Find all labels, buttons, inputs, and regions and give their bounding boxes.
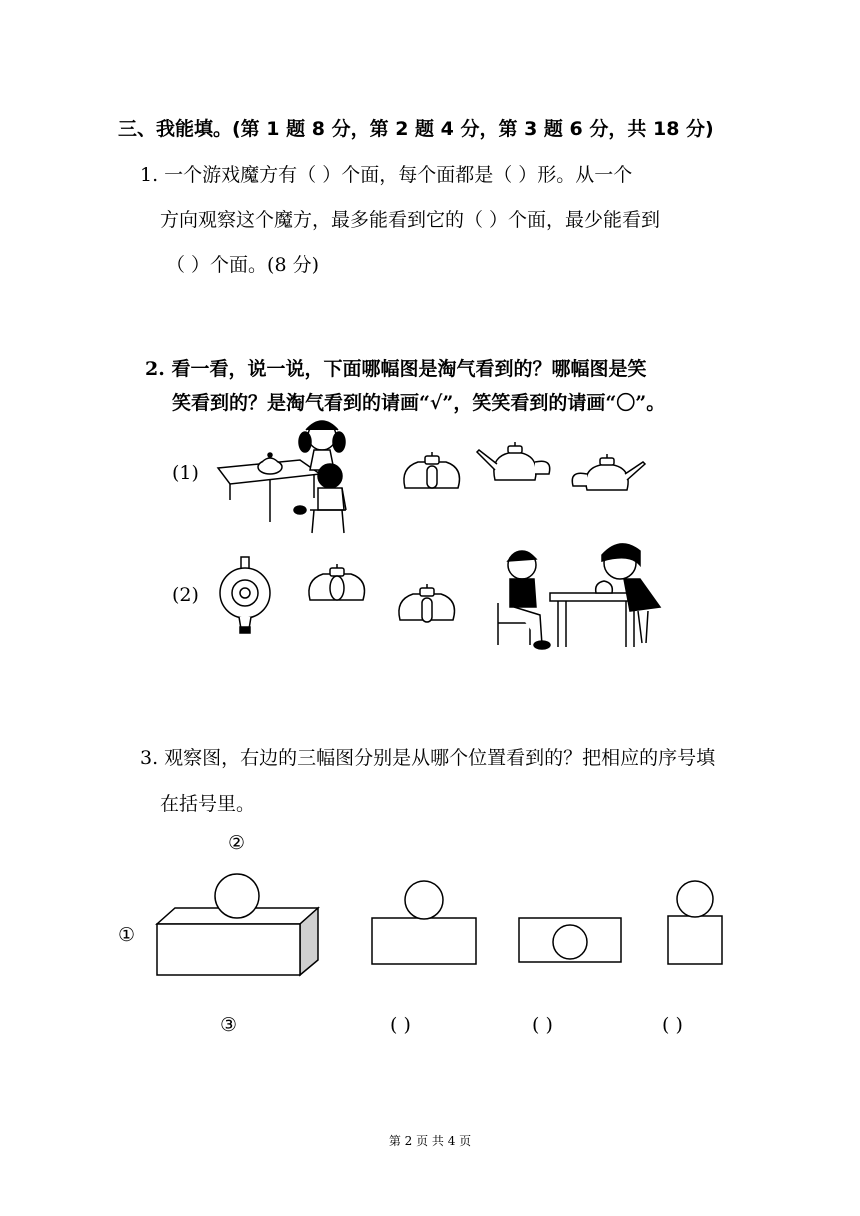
q3-line2: 在括号里。 (160, 793, 256, 815)
teapot-back-view-icon (395, 582, 460, 627)
teapot-side-handle-icon (567, 450, 647, 495)
section-title: 三、我能填。(第 1 题 8 分，第 2 题 4 分，第 3 题 6 分，共 18 分) (118, 118, 714, 140)
teapot-side-wide-icon (475, 440, 555, 485)
view-c-figure (664, 878, 728, 970)
q2-row2-label: (2) (172, 584, 199, 606)
view-a-figure (368, 878, 480, 970)
position-1-label: ① (118, 924, 136, 946)
answer-blank-view-c[interactable]: ( ) (662, 1014, 683, 1036)
teapot-top-view-icon (215, 557, 275, 635)
q1-line1: 1. 一个游戏魔方有（ ）个面，每个面都是（ ）形。从一个 (140, 164, 633, 186)
view-b-figure (515, 914, 625, 970)
q2-line1: 2. 看一看，说一说，下面哪幅图是淘气看到的？哪幅图是笑 (145, 358, 647, 380)
teapot-front-view-icon (305, 562, 370, 607)
page-footer: 第 2 页 共 4 页 (388, 1134, 472, 1148)
q2-scene-1-illustration (210, 418, 370, 538)
q3-line1: 3. 观察图，右边的三幅图分别是从哪个位置看到的？把相应的序号填 (140, 747, 716, 769)
answer-blank-view-b[interactable]: ( ) (532, 1014, 553, 1036)
q2-row1-label: (1) (172, 462, 199, 484)
teapot-side-narrow-icon (400, 450, 465, 495)
answer-blank-view-a[interactable]: ( ) (390, 1014, 411, 1036)
q2-scene-2-illustration (490, 535, 675, 655)
q1-line2: 方向观察这个魔方，最多能看到它的（ ）个面，最少能看到 (160, 209, 661, 231)
box-with-ball-figure (150, 868, 325, 980)
position-2-label: ② (228, 832, 246, 854)
q1-line3: （ ）个面。(8 分) (166, 254, 319, 276)
position-3-label: ③ (220, 1014, 238, 1036)
q2-line2: 笑看到的？是淘气看到的请画“√”，笑笑看到的请画“〇”。 (172, 392, 666, 414)
